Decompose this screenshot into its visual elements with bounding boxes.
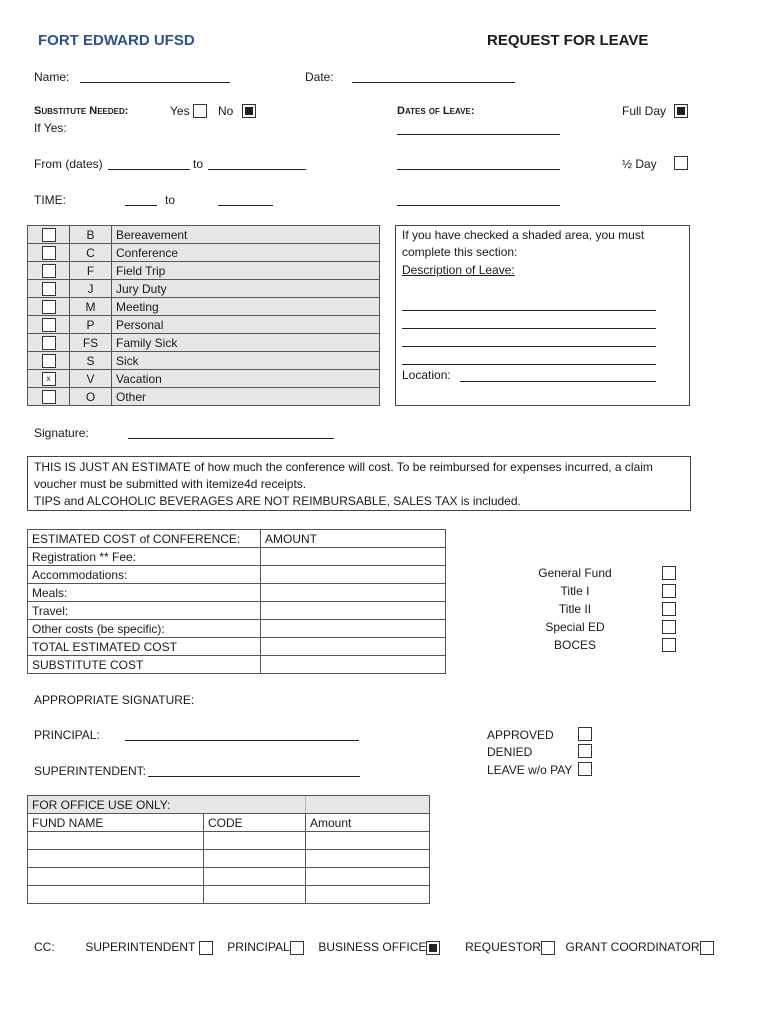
leave-type-checkbox[interactable] — [42, 264, 56, 278]
form-title: REQUEST FOR LEAVE — [487, 32, 649, 49]
cost-row-amount[interactable] — [261, 566, 446, 584]
leave-type-row — [28, 280, 380, 298]
leave-type-label: Conference — [112, 244, 380, 262]
superintendent-signature-field[interactable] — [148, 776, 360, 777]
leave-type-checkbox[interactable] — [42, 336, 56, 350]
leave-type-row — [28, 226, 380, 244]
denied-checkbox[interactable] — [578, 744, 592, 758]
leave-type-row — [28, 262, 380, 280]
half-day-label: ½ Day — [622, 157, 657, 171]
leave-type-row — [28, 244, 380, 262]
name-field[interactable] — [80, 82, 230, 83]
fund-label: Title II — [558, 602, 592, 616]
office-amount-cell[interactable] — [306, 886, 430, 904]
office-row — [28, 850, 430, 868]
leave-type-row — [28, 388, 380, 406]
leave-type-row — [28, 352, 380, 370]
office-fund-cell[interactable] — [28, 850, 204, 868]
office-code-cell[interactable] — [204, 886, 306, 904]
full-day-checkbox[interactable] — [674, 104, 688, 118]
cc-label: CC: — [34, 940, 55, 954]
leave-type-label: Bereavement — [112, 226, 380, 244]
office-amount-cell[interactable] — [306, 850, 430, 868]
description-line-4[interactable] — [402, 364, 656, 365]
cost-row — [28, 548, 446, 566]
leave-type-checkbox[interactable] — [42, 390, 56, 404]
from-dates-label: From (dates) — [34, 157, 103, 171]
approved-checkbox[interactable] — [578, 727, 592, 741]
fund-label: Title I — [560, 584, 590, 598]
half-day-checkbox[interactable] — [674, 156, 688, 170]
estimate-notice-line2: voucher must be submitted with itemize4d receipts. — [34, 477, 307, 491]
cc-grant-coordinator-label: GRANT COORDINATOR — [565, 940, 700, 954]
if-yes-label: If Yes: — [34, 121, 67, 135]
office-fund-cell[interactable] — [28, 832, 204, 850]
cc-row — [34, 940, 714, 955]
full-day-label: Full Day — [622, 104, 667, 118]
cc-requestor-label: REQUESTOR — [465, 940, 541, 954]
fund-checkbox[interactable] — [662, 638, 676, 652]
description-line-1[interactable] — [402, 310, 656, 311]
code-header: CODE — [204, 814, 306, 832]
cost-row-amount[interactable] — [261, 620, 446, 638]
cost-row-amount[interactable] — [261, 548, 446, 566]
description-line-2[interactable] — [402, 328, 656, 329]
date-field[interactable] — [352, 82, 515, 83]
org-name: FORT EDWARD UFSD — [38, 32, 195, 49]
cost-row — [28, 584, 446, 602]
cost-row — [28, 620, 446, 638]
leave-type-checkbox[interactable] — [42, 282, 56, 296]
leave-checkbox-cell — [28, 298, 70, 316]
cost-header: ESTIMATED COST of CONFERENCE: — [28, 530, 261, 548]
office-code-cell[interactable] — [204, 832, 306, 850]
cc-principal-label: PRINCIPAL — [227, 940, 290, 954]
dates-of-leave-label: Dates of Leave: — [397, 105, 475, 117]
leave-checkbox-cell — [28, 352, 70, 370]
approved-label: APPROVED — [487, 728, 554, 742]
principal-label: PRINCIPAL: — [34, 728, 100, 742]
leave-type-label: Other — [112, 388, 380, 406]
to-label: to — [193, 157, 204, 171]
dates-line-3[interactable] — [397, 205, 560, 206]
office-use-title: FOR OFFICE USE ONLY: — [28, 796, 306, 814]
leave-checkbox-cell — [28, 244, 70, 262]
from-date-field[interactable] — [108, 169, 190, 170]
cost-row — [28, 638, 446, 656]
description-of-leave-label: Description of Leave: — [402, 263, 515, 277]
location-field[interactable] — [460, 381, 656, 382]
time-from-field[interactable] — [125, 205, 157, 206]
yes-label: Yes — [170, 104, 190, 118]
leave-type-label: Meeting — [112, 298, 380, 316]
dates-line-2[interactable] — [397, 169, 560, 170]
cc-requestor-checkbox[interactable] — [541, 941, 555, 955]
shaded-note-line1: If you have checked a shaded area, you must — [402, 228, 645, 242]
cost-row-label: TOTAL ESTIMATED COST — [28, 638, 261, 656]
description-line-3[interactable] — [402, 346, 656, 347]
fund-checkbox[interactable] — [662, 602, 676, 616]
leave-type-checkbox[interactable] — [42, 246, 56, 260]
cc-business-office-checkbox[interactable] — [426, 941, 440, 955]
substitute-label: Substitute Needed: — [34, 105, 129, 117]
leave-type-row — [28, 298, 380, 316]
appropriate-signature-label: APPROPRIATE SIGNATURE: — [34, 693, 195, 707]
cost-row-label: Meals: — [28, 584, 261, 602]
cc-business-office-label: BUSINESS OFFICE — [318, 940, 427, 954]
leave-type-checkbox[interactable] — [42, 228, 56, 242]
fund-name-header: FUND NAME — [28, 814, 204, 832]
amount-col-header: Amount — [306, 814, 430, 832]
leave-type-row — [28, 316, 380, 334]
leave-type-label: Sick — [112, 352, 380, 370]
fund-label: Special ED — [545, 620, 605, 634]
cost-row-label: SUBSTITUTE COST — [28, 656, 261, 674]
leave-checkbox-cell — [28, 370, 70, 388]
leave-type-code: M — [70, 298, 112, 316]
cc-grant-coordinator-checkbox[interactable] — [700, 941, 714, 955]
leave-type-code: FS — [70, 334, 112, 352]
leave-checkbox-cell — [28, 226, 70, 244]
office-row — [28, 868, 430, 886]
leave-type-checkbox[interactable]: x — [42, 372, 56, 386]
leave-type-code: O — [70, 388, 112, 406]
leave-type-code: J — [70, 280, 112, 298]
cost-row-label: Registration ** Fee: — [28, 548, 261, 566]
denied-label: DENIED — [487, 745, 533, 759]
leave-checkbox-cell — [28, 262, 70, 280]
office-amount-cell[interactable] — [306, 868, 430, 886]
substitute-no-checkbox[interactable] — [242, 104, 256, 118]
estimate-notice-line3: TIPS and ALCOHOLIC BEVERAGES ARE NOT REIMBURSABLE, SALES TAX is included. — [34, 494, 521, 508]
leave-type-code: B — [70, 226, 112, 244]
cost-table — [27, 529, 446, 674]
cost-row — [28, 656, 446, 674]
leave-type-label: Jury Duty — [112, 280, 380, 298]
leave-type-label: Family Sick — [112, 334, 380, 352]
shaded-section-box — [395, 225, 690, 406]
fund-checkbox[interactable] — [662, 584, 676, 598]
principal-signature-field[interactable] — [125, 740, 359, 741]
leave-type-checkbox[interactable] — [42, 318, 56, 332]
amount-header: AMOUNT — [261, 530, 446, 548]
cost-row-label: Other costs (be specific): — [28, 620, 261, 638]
cost-row-amount[interactable] — [261, 638, 446, 656]
time-to-label: to — [165, 193, 176, 207]
fund-checkbox[interactable] — [662, 620, 676, 634]
location-label: Location: — [402, 368, 451, 382]
leave-checkbox-cell — [28, 334, 70, 352]
leave-checkbox-cell — [28, 280, 70, 298]
fund-label: BOCES — [553, 638, 596, 652]
office-fund-cell[interactable] — [28, 886, 204, 904]
substitute-yes-checkbox[interactable] — [193, 104, 207, 118]
signature-label: Signature: — [34, 426, 89, 440]
time-to-field[interactable] — [218, 205, 273, 206]
leave-type-checkbox[interactable] — [42, 300, 56, 314]
leave-types-table — [27, 225, 380, 406]
office-row — [28, 886, 430, 904]
office-row — [28, 832, 430, 850]
leave-type-checkbox[interactable] — [42, 354, 56, 368]
cost-row-amount[interactable] — [261, 602, 446, 620]
estimate-notice-line1: THIS IS JUST AN ESTIMATE of how much the conference will cost. To be reimbursed for expenses incurred, a claim — [34, 460, 653, 474]
cost-row-amount[interactable] — [261, 584, 446, 602]
leave-type-row — [28, 370, 380, 388]
leave-type-code: P — [70, 316, 112, 334]
office-use-title-spacer — [306, 796, 430, 814]
dates-line-1[interactable] — [397, 134, 560, 135]
cost-row-label: Travel: — [28, 602, 261, 620]
superintendent-label: SUPERINTENDENT: — [34, 764, 147, 778]
to-date-field[interactable] — [208, 169, 306, 170]
time-label: TIME: — [34, 193, 66, 207]
cc-superintendent-checkbox[interactable] — [199, 941, 213, 955]
date-label: Date: — [305, 70, 334, 84]
fund-label: General Fund — [538, 566, 612, 580]
leave-type-code: F — [70, 262, 112, 280]
cost-row-label: Accommodations: — [28, 566, 261, 584]
leave-type-label: Field Trip — [112, 262, 380, 280]
shaded-note-line2: complete this section: — [402, 245, 518, 259]
leave-type-row — [28, 334, 380, 352]
no-label: No — [218, 104, 234, 118]
cost-row-amount[interactable] — [261, 656, 446, 674]
leave-wo-pay-checkbox[interactable] — [578, 762, 592, 776]
office-use-table — [27, 795, 430, 904]
leave-type-label: Personal — [112, 316, 380, 334]
cost-row — [28, 602, 446, 620]
name-label: Name: — [34, 70, 70, 84]
leave-type-label: Vacation — [112, 370, 380, 388]
leave-checkbox-cell — [28, 388, 70, 406]
office-code-cell[interactable] — [204, 868, 306, 886]
fund-checkbox[interactable] — [662, 566, 676, 580]
cost-row — [28, 566, 446, 584]
cc-principal-checkbox[interactable] — [290, 941, 304, 955]
leave-type-code: C — [70, 244, 112, 262]
signature-field[interactable] — [128, 438, 334, 439]
office-amount-cell[interactable] — [306, 832, 430, 850]
estimate-notice — [27, 456, 691, 511]
leave-type-code: V — [70, 370, 112, 388]
leave-type-code: S — [70, 352, 112, 370]
office-fund-cell[interactable] — [28, 868, 204, 886]
leave-checkbox-cell — [28, 316, 70, 334]
leave-wo-pay-label: LEAVE w/o PAY — [487, 763, 573, 777]
office-code-cell[interactable] — [204, 850, 306, 868]
cc-superintendent-label: SUPERINTENDENT — [85, 940, 196, 954]
